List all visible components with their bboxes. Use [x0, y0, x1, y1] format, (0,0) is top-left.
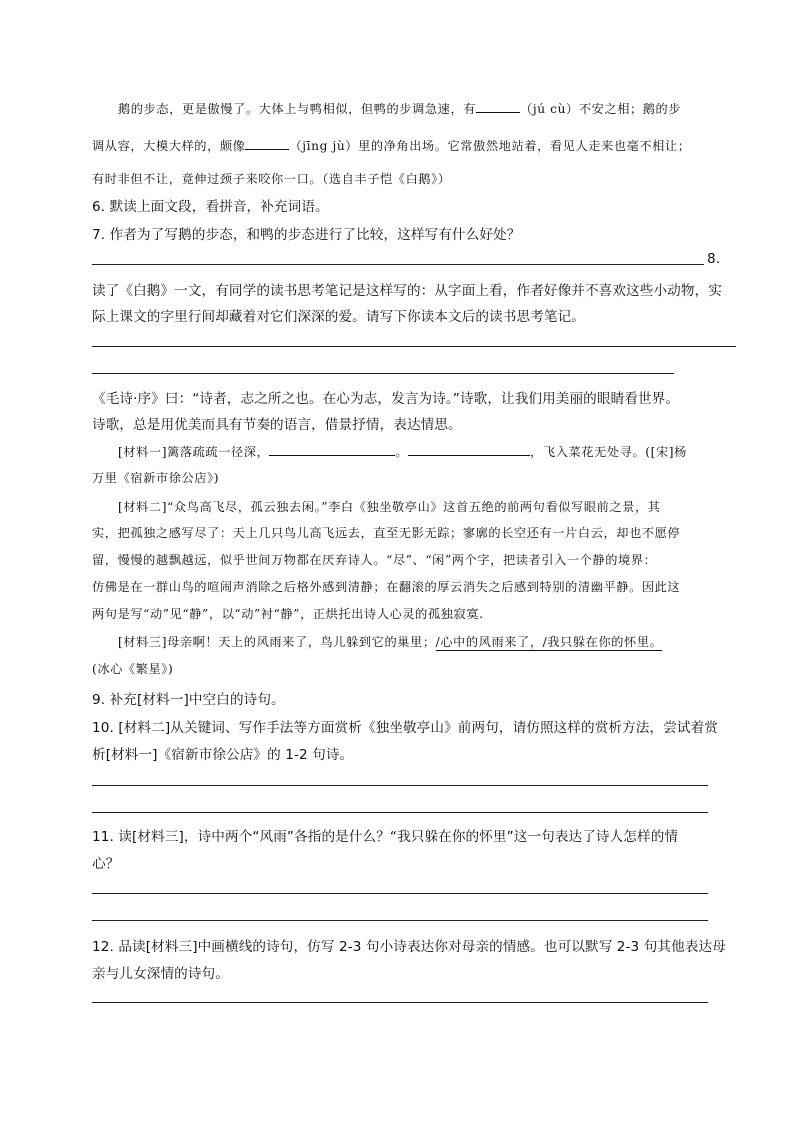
- question-9: 9. 补充[材料一]中空白的诗句。: [92, 692, 285, 708]
- question-11-line-2: 心？: [92, 856, 120, 872]
- question-10-line-2: 析[材料一]《宿新市徐公店》的 1-2 句诗。: [92, 747, 354, 763]
- blank-poem-1[interactable]: [269, 443, 395, 456]
- pinyin-jingju: （jīng jù）: [289, 139, 359, 153]
- material-2-line-2: 实，把孤独之感写尽了：天上几只鸟儿高飞远去，直至无影无踪；寥廓的长空还有一片白云，却也不愿停: [92, 526, 681, 540]
- question-6: 6. 默读上面文段，看拼音，补充词语。: [92, 199, 329, 215]
- answer-line-q11-1[interactable]: [92, 893, 708, 894]
- material-3-text-a: [材料三]母亲啊！天上的风雨来了，鸟儿躲到它的巢里；: [118, 635, 436, 649]
- passage-line-3: 有时非但不让，竟伸过颈子来咬你一口。（选自丰子恺《白鹅》）: [92, 172, 451, 186]
- material-2-line-5: 两句是写“动”见“静”，以“动”衬“静”，正烘托出诗人心灵的孤独寂寞.: [92, 607, 484, 621]
- material-1-text-b: ，飞入菜花无处寻。([宋]杨: [530, 445, 687, 459]
- question-8-number: 8.: [707, 251, 721, 267]
- blank-poem-2[interactable]: [408, 443, 530, 456]
- answer-line-q12[interactable]: [92, 1002, 708, 1003]
- passage-line-1-text-a: 鹅的步态，更是傲慢了。大体上与鸭相似，但鸭的步调急速，有: [118, 102, 477, 116]
- passage-line-2-text-a: 调从容，大模大样的，颇像: [92, 139, 246, 153]
- blank-jingju[interactable]: [245, 137, 289, 150]
- answer-line-q8-1[interactable]: [92, 346, 736, 347]
- blank-jucu[interactable]: [476, 100, 520, 113]
- answer-line-q8-2[interactable]: [92, 373, 674, 374]
- passage-line-2-text-b: 里的净角出场。它常傲然地站着，看见人走来也毫不相让；: [358, 139, 691, 153]
- material-1-sep: 。: [395, 445, 409, 459]
- answer-line-q11-2[interactable]: [92, 920, 708, 921]
- passage-line-1: [118, 100, 681, 117]
- intro-line-2: 诗歌，总是用优美而具有节奏的语言，借景抒情，表达情思。: [92, 417, 462, 433]
- passage-line-1-text-b: 不安之相；鹅的步: [578, 102, 682, 116]
- material-1-line-2: 万里《宿新市徐公店》): [92, 471, 220, 485]
- question-8-line-1: 读了《白鹅》一文，有同学的读书思考笔记是这样写的：从字面上看，作者好像并不喜欢这些小动物，实: [92, 283, 722, 299]
- material-1-line-1: [118, 443, 687, 460]
- material-3-line-2: (冰心《繁星》): [92, 662, 174, 676]
- material-3-line-1: [118, 633, 662, 650]
- material-2-line-1: [材料二]“众鸟高飞尽，孤云独去闲。”李白《独坐敬亭山》这首五绝的前两句看似写眼前之景，其: [118, 500, 661, 514]
- answer-line-q10-2[interactable]: [92, 812, 708, 813]
- question-12-line-1: 12. 品读[材料三]中画横线的诗句，仿写 2-3 句小诗表达你对母亲的情感。也可以默写 2-3 句其他表达母: [92, 939, 726, 955]
- material-1-text-a: [材料一]篱落疏疏一径深，: [118, 445, 270, 459]
- question-10-line-1: 10. [材料二]从关键词、写作手法等方面赏析《独坐敬亭山》前两句，请仿照这样的赏析方法，尝试着赏: [92, 720, 718, 736]
- question-7: 7. 作者为了写鹅的步态，和鸭的步态进行了比较，这样写有什么好处？: [92, 227, 521, 243]
- material-2-line-4: 仿佛是在一群山鸟的喧闹声消除之后格外感到清静；在翻滚的厚云消失之后感到特别的清幽平静。因此这: [92, 580, 681, 594]
- question-11-line-1: 11. 读[材料三]，诗中两个“风雨”各指的是什么？“我只躲在你的怀里”这一句表达了诗人怎样的情: [92, 829, 679, 845]
- question-8-line-2: 际上课文的字里行间却藏着对它们深深的爱。请写下你读本文后的读书思考笔记。: [92, 309, 585, 325]
- material-2-line-3: 留，慢慢的越飘越远，似乎世间万物都在厌弃诗人。“尽”、“闲”两个字，把读者引入一个静的境界：: [92, 553, 657, 567]
- question-12-line-2: 亲与儿女深情的诗句。: [92, 966, 229, 982]
- pinyin-jucu: （jú cù）: [520, 102, 579, 116]
- material-3-underlined: /心中的风雨来了，/我只躲在你的怀里。: [435, 635, 663, 649]
- intro-line-1: 《毛诗·序》曰：“诗者，志之所之也。在心为志，发言为诗。”诗歌，让我们用美丽的眼睛看世界。: [92, 391, 680, 407]
- answer-line-q10-1[interactable]: [92, 785, 708, 786]
- passage-line-2: [92, 137, 691, 154]
- answer-line-q7[interactable]: [92, 264, 704, 265]
